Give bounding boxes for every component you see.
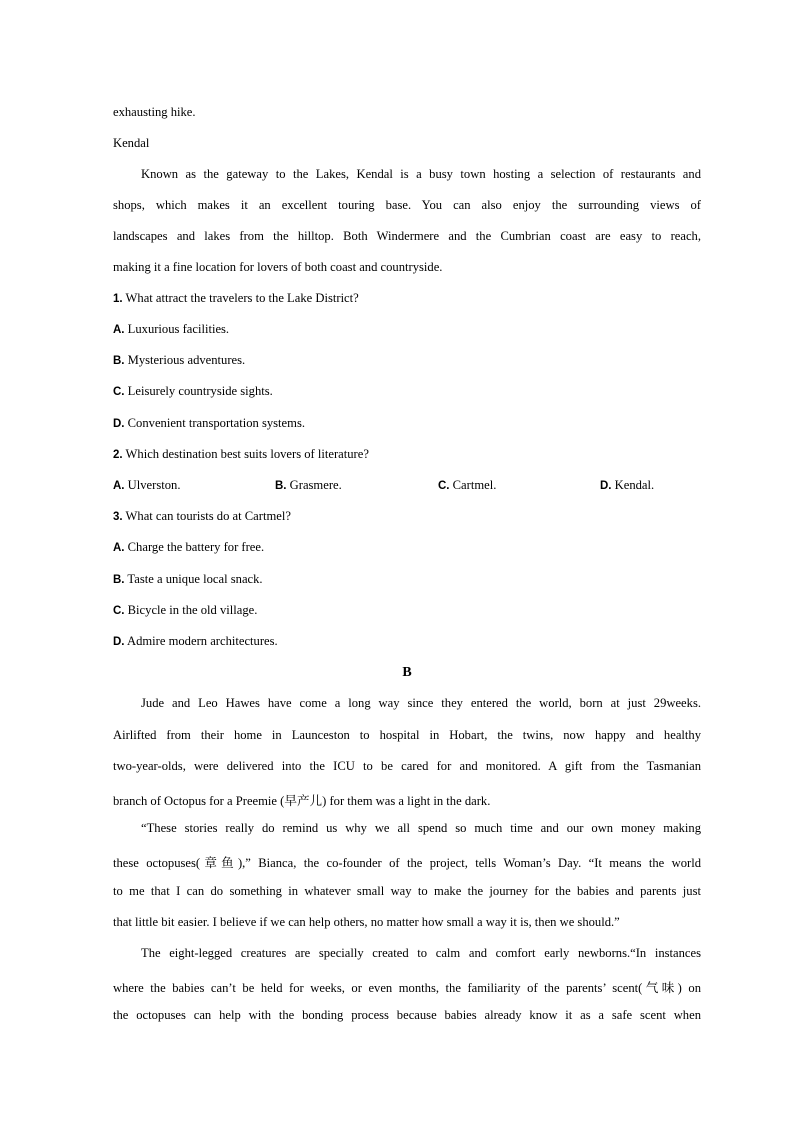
option-1b: B. Mysterious adventures. bbox=[113, 353, 246, 367]
kendal-paragraph-line: Known as the gateway to the Lakes, Kendal is a busy town hosting a selection of restaurants and bbox=[141, 167, 701, 181]
option-1d: D. Convenient transportation systems. bbox=[113, 416, 305, 430]
passage-b-line: these octopuses(章鱼),” Bianca, the co-founder of the project, tells Woman’s Day. “It means the world bbox=[113, 856, 701, 870]
section-heading-b: B bbox=[402, 665, 412, 680]
question-text: What can tourists do at Cartmel? bbox=[125, 509, 291, 523]
passage-b-line: Jude and Leo Hawes have come a long way since they entered the world, born at just 29weeks. bbox=[141, 696, 701, 710]
kendal-paragraph-line: landscapes and lakes from the hilltop. Both Windermere and the Cumbrian coast are easy to reach, bbox=[113, 229, 701, 243]
question-number: 3. bbox=[113, 511, 123, 523]
option-2d: D. Kendal. bbox=[600, 478, 655, 492]
passage-b-line: Airlifted from their home in Launceston to hospital in Hobart, the twins, now happy and healthy bbox=[113, 728, 701, 742]
question-text: What attract the travelers to the Lake District? bbox=[125, 291, 359, 305]
question-text: Which destination best suits lovers of literature? bbox=[125, 447, 369, 461]
option-3d: D. Admire modern architectures. bbox=[113, 634, 278, 648]
option-3b: B. Taste a unique local snack. bbox=[113, 572, 263, 586]
passage-b-line: to me that I can do something in whatever small way to make the journey for the babies and parents just bbox=[113, 884, 701, 898]
section-title-kendal: Kendal bbox=[113, 136, 150, 150]
question-number: 2. bbox=[113, 449, 123, 461]
passage-b-line: branch of Octopus for a Preemie (早产儿) for them was a light in the dark. bbox=[113, 794, 491, 808]
kendal-paragraph-line: shops, which makes it an excellent touring base. You can also enjoy the surrounding views of bbox=[113, 198, 701, 212]
passage-b-line: where the babies can’t be held for weeks, or even months, the familiarity of the parents’ scent(气味) on bbox=[113, 981, 701, 995]
passage-a-tail-line: exhausting hike. bbox=[113, 105, 196, 119]
passage-b-line: that little bit easier. I believe if we can help others, no matter how small a way it is, then we should.” bbox=[113, 915, 620, 929]
option-1a: A. Luxurious facilities. bbox=[113, 322, 230, 336]
option-2a: A. Ulverston. bbox=[113, 478, 181, 492]
passage-b-line: the octopuses can help with the bonding process because babies already know it as a safe scent when bbox=[113, 1008, 701, 1022]
question-number: 1. bbox=[113, 293, 123, 305]
question-1 bbox=[113, 291, 359, 306]
option-2b: B. Grasmere. bbox=[275, 478, 342, 492]
option-2c: C. Cartmel. bbox=[438, 478, 497, 492]
question-2 bbox=[113, 447, 369, 462]
passage-b-line: “These stories really do remind us why we all spend so much time and our own money making bbox=[141, 821, 701, 835]
passage-b-line: two-year-olds, were delivered into the ICU to be cared for and monitored. A gift from the Tasmanian bbox=[113, 759, 701, 773]
option-3c: C. Bicycle in the old village. bbox=[113, 603, 258, 617]
option-1c: C. Leisurely countryside sights. bbox=[113, 384, 273, 398]
kendal-paragraph-line: making it a fine location for lovers of both coast and countryside. bbox=[113, 260, 443, 274]
passage-b-line: The eight-legged creatures are specially created to calm and comfort early newborns.“In instances bbox=[141, 946, 701, 960]
option-3a: A. Charge the battery for free. bbox=[113, 540, 265, 554]
question-3 bbox=[113, 509, 291, 524]
